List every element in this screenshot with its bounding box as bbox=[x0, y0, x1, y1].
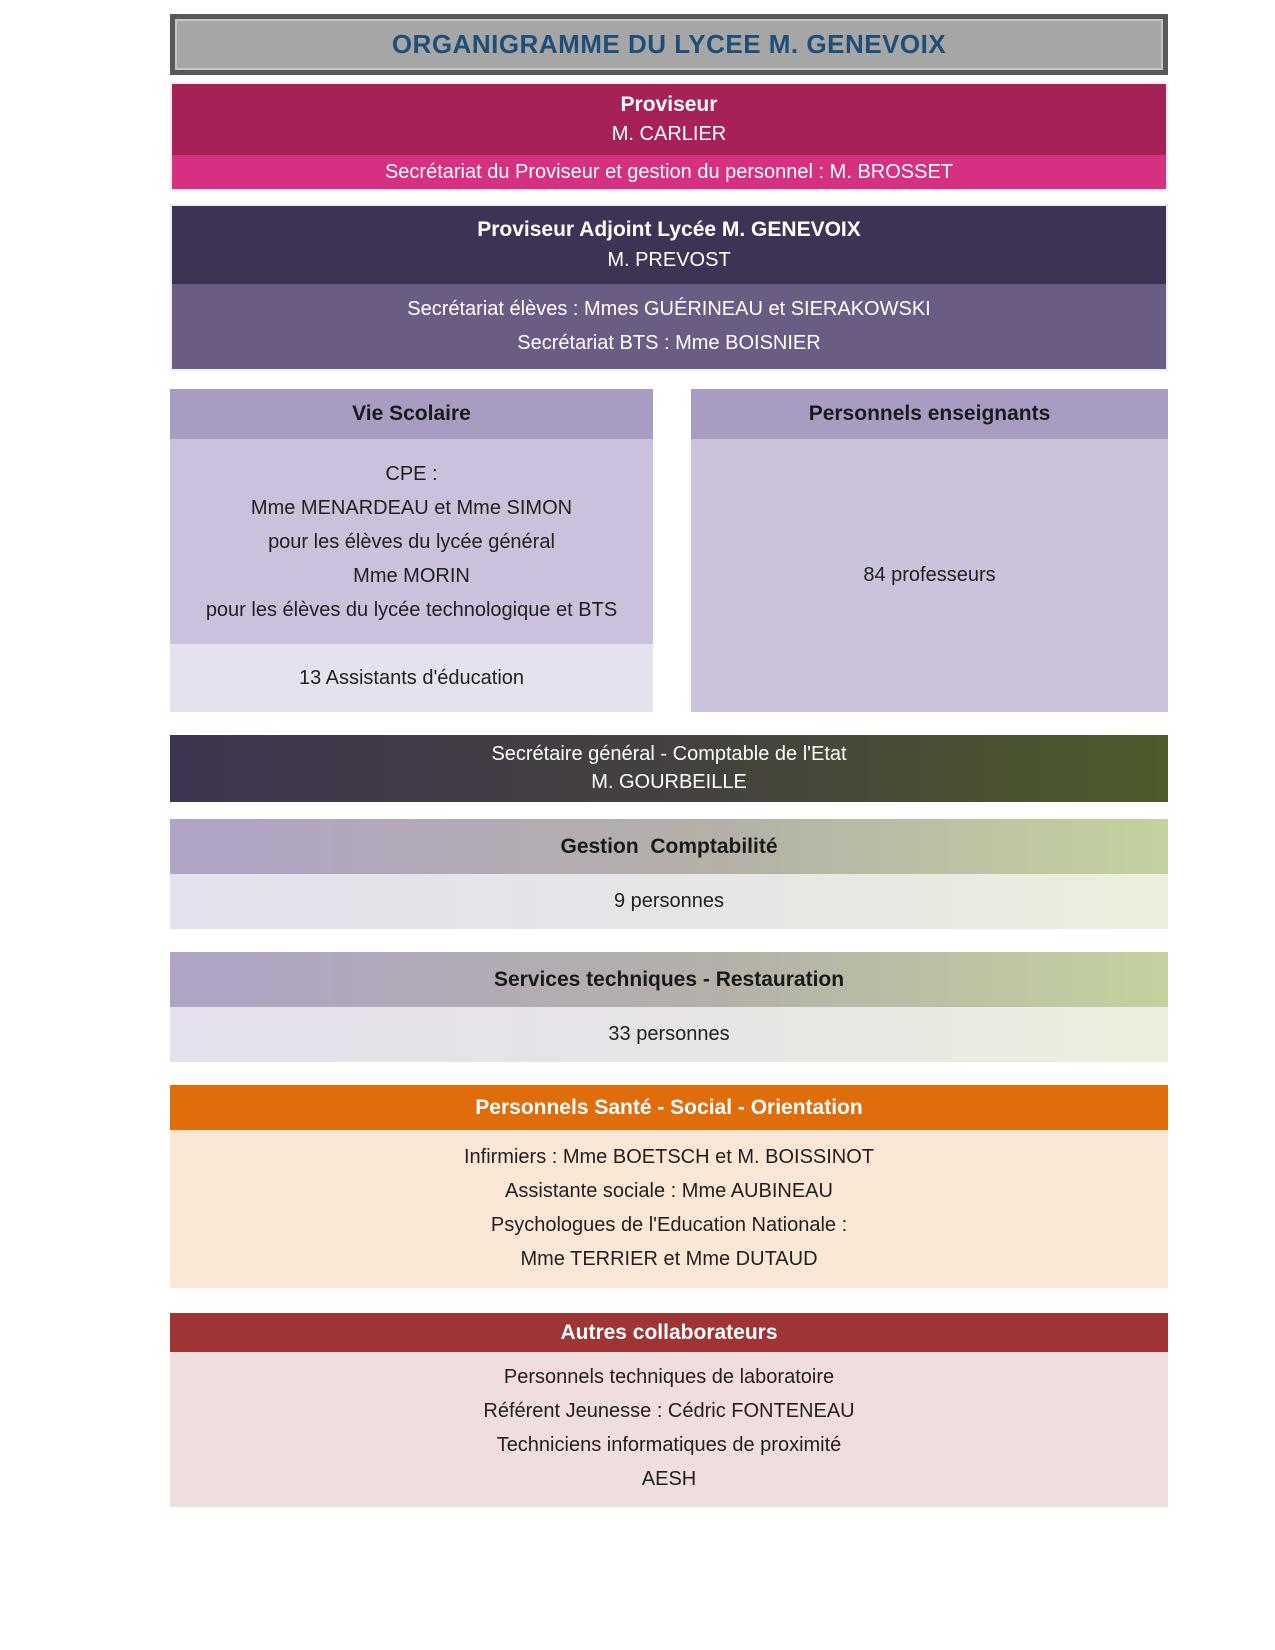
secretariat-bts: Secrétariat BTS : Mme BOISNIER bbox=[517, 331, 821, 354]
gestion-comptabilite-body: 9 personnes bbox=[170, 874, 1168, 929]
autres-line: Techniciens informatiques de proximité bbox=[496, 1434, 842, 1456]
gestion-comptabilite-box bbox=[170, 819, 1168, 929]
services-techniques-header: Services techniques - Restauration bbox=[170, 952, 1168, 1007]
proviseur-role: Proviseur bbox=[620, 93, 718, 117]
proviseur-adjoint-secretariats bbox=[172, 284, 1166, 369]
proviseur-adjoint-name: M. PREVOST bbox=[607, 249, 731, 271]
organigramme-content bbox=[170, 14, 1168, 1507]
vie-scolaire-line: CPE : bbox=[385, 462, 438, 485]
vie-scolaire-header: Vie Scolaire bbox=[170, 389, 653, 439]
proviseur-adjoint-header bbox=[172, 206, 1166, 284]
page-title: ORGANIGRAMME DU LYCEE M. GENEVOIX bbox=[391, 29, 947, 59]
sante-line: Assistante sociale : Mme AUBINEAU bbox=[505, 1180, 833, 1202]
personnels-enseignants-box bbox=[691, 389, 1168, 712]
proviseur-box bbox=[170, 82, 1168, 191]
sante-line: Infirmiers : Mme BOETSCH et M. BOISSINOT bbox=[463, 1146, 875, 1168]
autres-collaborateurs-header: Autres collaborateurs bbox=[170, 1313, 1168, 1352]
autres-line: Référent Jeunesse : Cédric FONTENEAU bbox=[483, 1400, 855, 1422]
vie-scolaire-line: Mme MENARDEAU et Mme SIMON bbox=[250, 496, 573, 519]
vie-scolaire-line: pour les élèves du lycée technologique et BTS bbox=[205, 598, 618, 621]
sante-social-orientation-body bbox=[170, 1130, 1168, 1288]
proviseur-adjoint-role: Proviseur Adjoint Lycée M. GENEVOIX bbox=[477, 218, 861, 241]
proviseur-adjoint-box bbox=[170, 204, 1168, 371]
gestion-comptabilite-header: Gestion Comptabilité bbox=[170, 819, 1168, 874]
proviseur-secretariat: Secrétariat du Proviseur et gestion du personnel : M. BROSSET bbox=[172, 155, 1166, 189]
secretaire-general-box bbox=[170, 735, 1168, 802]
autres-collaborateurs-body bbox=[170, 1352, 1168, 1507]
title-bar bbox=[170, 14, 1168, 75]
services-techniques-box bbox=[170, 952, 1168, 1062]
proviseur-header bbox=[172, 84, 1166, 155]
sante-social-orientation-header: Personnels Santé - Social - Orientation bbox=[170, 1085, 1168, 1130]
autres-collaborateurs-box bbox=[170, 1313, 1168, 1507]
vie-scolaire-body bbox=[170, 439, 653, 644]
services-techniques-body: 33 personnes bbox=[170, 1007, 1168, 1062]
secretaire-general-role: Secrétaire général - Comptable de l'Etat bbox=[491, 743, 847, 766]
personnels-enseignants-header: Personnels enseignants bbox=[691, 389, 1168, 439]
autres-line: AESH bbox=[641, 1468, 697, 1490]
vie-scolaire-line: Mme MORIN bbox=[353, 564, 470, 587]
vie-scolaire-footer: 13 Assistants d'éducation bbox=[170, 644, 653, 712]
secretariat-eleves: Secrétariat élèves : Mmes GUÉRINEAU et SIERAKOWSKI bbox=[407, 298, 931, 321]
two-column-section bbox=[170, 389, 1168, 712]
secretaire-general-name: M. GOURBEILLE bbox=[591, 770, 747, 793]
sante-line: Mme TERRIER et Mme DUTAUD bbox=[520, 1248, 818, 1270]
sante-social-orientation-box bbox=[170, 1085, 1168, 1288]
personnels-enseignants-body: 84 professeurs bbox=[691, 439, 1168, 712]
autres-line: Personnels techniques de laboratoire bbox=[503, 1366, 835, 1388]
sante-line: Psychologues de l'Education Nationale : bbox=[490, 1214, 848, 1236]
vie-scolaire-line: pour les élèves du lycée général bbox=[268, 530, 555, 553]
vie-scolaire-box bbox=[170, 389, 653, 712]
proviseur-name: M. CARLIER bbox=[611, 122, 727, 145]
